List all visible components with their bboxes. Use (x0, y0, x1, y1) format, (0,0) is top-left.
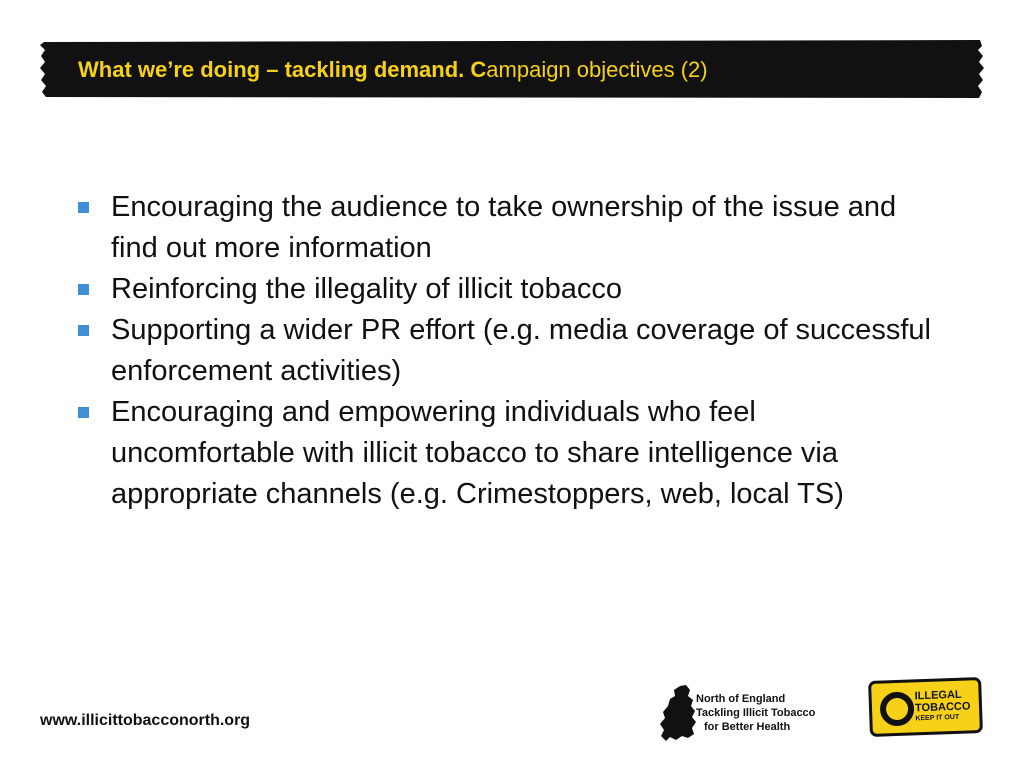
bullet-square-icon (78, 284, 89, 295)
north-england-line3: for Better Health (704, 721, 791, 733)
objectives-list (76, 187, 936, 515)
list-item (76, 187, 936, 269)
list-item (76, 269, 936, 310)
illegal-tobacco-badge (868, 677, 983, 737)
no-entry-icon (879, 691, 914, 726)
bullet-text: Encouraging and empowering individuals who feel uncomfortable with illicit tobacco to share intelligence via appropriate channels (e.g. Crimestoppers, web, local TS) (111, 396, 844, 510)
illegal-tobacco-line1: ILLEGAL (914, 688, 962, 703)
footer-url: www.illicittobacconorth.org (40, 712, 251, 729)
bullet-text: Reinforcing the illegality of illicit tobacco (111, 273, 622, 305)
north-england-map-icon (658, 684, 698, 742)
bullet-square-icon (78, 325, 89, 336)
north-england-line2: Tackling Illicit Tobacco (696, 707, 816, 719)
bullet-square-icon (78, 407, 89, 418)
north-england-text (696, 692, 815, 734)
illegal-tobacco-logo (869, 679, 984, 737)
slide-title (78, 57, 708, 83)
illegal-tobacco-text (914, 688, 971, 724)
list-item (76, 310, 936, 392)
north-england-line1: North of England (696, 693, 786, 705)
slide-title-bold: What we’re doing – tackling demand. C (78, 57, 487, 82)
slide-title-normal: ampaign objectives (2) (486, 57, 708, 82)
illegal-tobacco-line2: TOBACCO (914, 700, 971, 715)
illegal-tobacco-line3: KEEP IT OUT (915, 713, 960, 723)
bullet-square-icon (78, 202, 89, 213)
bullet-text: Supporting a wider PR effort (e.g. media coverage of successful enforcement activities) (111, 314, 931, 387)
north-of-england-logo (658, 684, 848, 742)
list-item (76, 392, 936, 515)
bullet-text: Encouraging the audience to take ownership of the issue and find out more information (111, 191, 897, 264)
